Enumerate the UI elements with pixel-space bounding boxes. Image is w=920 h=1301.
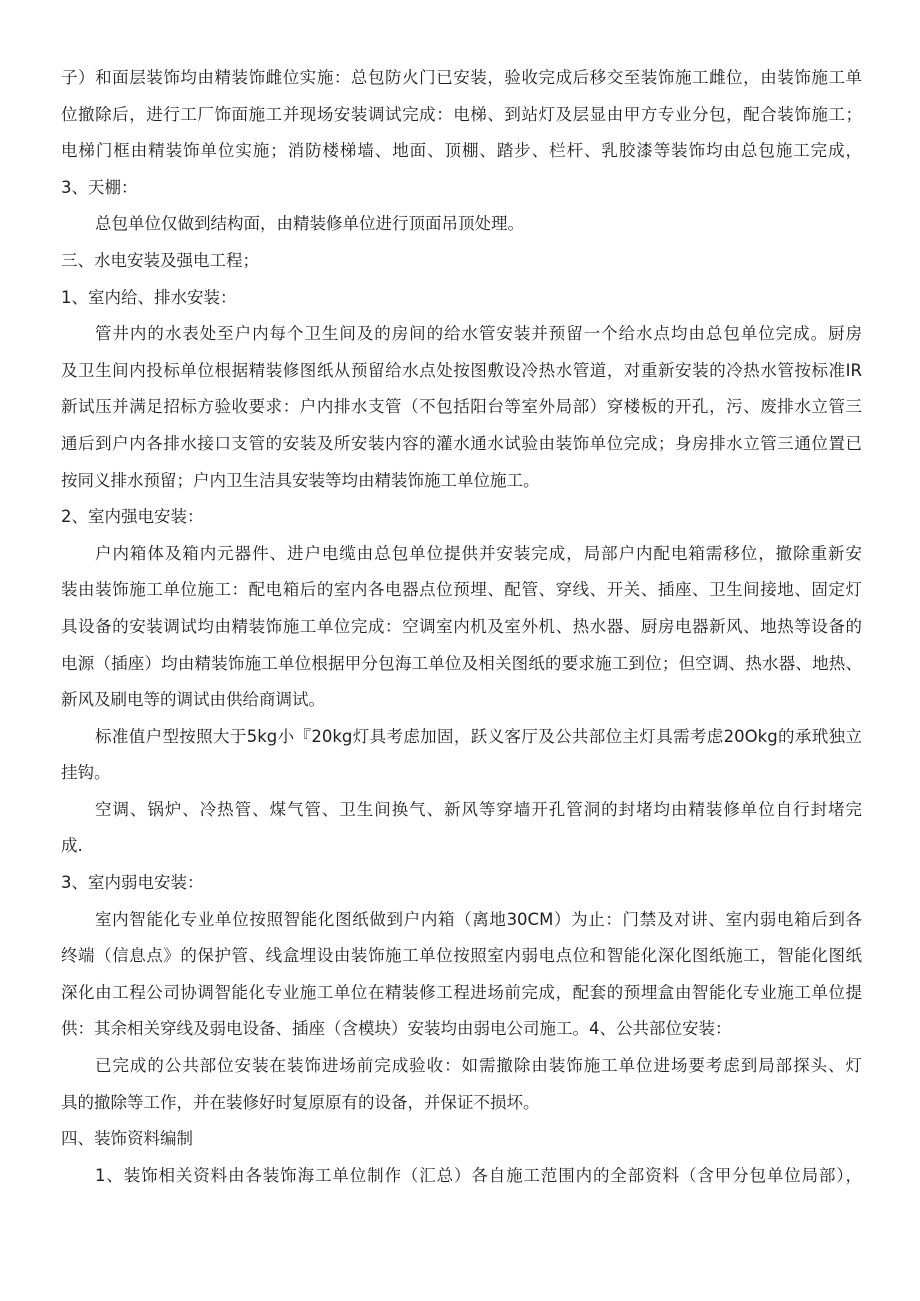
text-line: 子）和面层装饰均由精装饰雌位实施：总包防火门已安装，验收完成后移交至装饰施工雌位，由装饰施工单: [61, 68, 862, 87]
text-line: 1、装饰相关资料由各装饰海工单位制作（汇总）各自施工范围内的全部资料（含甲分包单位局部），: [95, 1165, 862, 1185]
section-heading: 3、天棚：: [61, 177, 138, 197]
section-heading: 2、室内强电安装：: [61, 507, 204, 527]
text-line: 通后到户内各排水接口支管的安装及所安装内容的灌水通水试验由装饰单位完成；身房排水立管三通位置已: [61, 433, 862, 453]
text-line: 终端（信息点》的保护管、线盒埋设由装饰施工单位按照室内弱电点位和智能化深化图纸施工，智能化图纸: [61, 946, 862, 966]
text-line: 具的撤除等工作，并在装修好时复原原有的设备，并保证不损坏。: [61, 1092, 540, 1112]
section-heading: 1、室内给、排水安装：: [61, 287, 237, 307]
text-line: 供：其余相关穿线及弱电设备、插座（含模块）安装均由弱电公司施工。4、公共部位安装：: [61, 1019, 732, 1039]
text-line: 空调、锅炉、冷热管、煤气管、卫生间换气、新风等穿墙开孔管洞的封堵均由精装修单位自行封堵完: [95, 799, 862, 819]
text-line: 室内智能化专业单位按照智能化图纸做到户内箱（离地30CM）为止：门禁及对讲、室内弱电箱后到各: [95, 909, 862, 929]
text-line: 新风及刷电等的调试由供给商调试。: [61, 690, 325, 710]
text-line: 标准值户型按照大于5kg小『20kg灯具考虑加固，跃义客厅及公共部位主灯具需考虑20Okg的承玳独立: [95, 726, 862, 746]
text-line: 已完成的公共部位安装在装饰进场前完成验收：如需撤除由装饰施工单位进场要考虑到局部探头、灯: [95, 1056, 862, 1076]
text-line: 电源（插座）均由精装饰施工单位根据甲分包海工单位及相关图纸的要求施工到位；但空调、热水器、地热、: [61, 653, 862, 673]
text-line: 深化由工程公司协调智能化专业施工单位在精装修工程进场前完成，配套的预埋盒由智能化专业施工单位提: [61, 982, 862, 1002]
text-line: 管井内的水表处至户内每个卫生间及的房间的给水管安装并预留一个给水点均由总包单位完成。厨房: [95, 324, 862, 344]
section-heading: 三、水电安装及强电工程；: [61, 250, 259, 270]
text-line: 装由装饰施工单位施工：配电箱后的室内各电器点位预埋、配管、穿线、开关、插座、卫生间接地、固定灯: [61, 580, 862, 600]
text-line: 总包单位仅做到结构面，由精装修单位进行顶面吊顶处理。: [95, 214, 524, 234]
section-heading: 四、装饰资料编制: [61, 1129, 193, 1149]
text-line: 位撤除后，进行工厂饰面施工并现场安装调试完成：电梯、到站灯及层显由甲方专业分包，配合装饰施工；: [61, 104, 862, 124]
text-line: 成.: [61, 836, 83, 856]
text-line: 新试压并满足招标方验收要求：户内排水支管（不包括阳台等室外局部）穿楼板的开孔，污、废排水立管三: [61, 397, 862, 417]
text-line: 具设备的安装调试均由精装饰施工单位完成：空调室内机及室外机、热水器、厨房电器新风、地热等设备的: [61, 616, 862, 636]
text-line: 及卫生间内投标单位根据精装修图纸从预留给水点处按图敷设冷热水管道，对重新安装的冷热水管按标准IR: [61, 360, 862, 380]
text-line: 户内箱体及箱内元器件、进户电缆由总包单位提供并安装完成，局部户内配电箱需移位，撤除重新安: [95, 543, 862, 563]
text-line: 按同义排水预留；户内卫生洁具安装等均由精装饰施工单位施工。: [61, 470, 540, 490]
text-line: 挂钩。: [61, 763, 111, 783]
section-heading: 3、室内弱电安装：: [61, 873, 204, 893]
text-line: 电梯门框由精装饰单位实施；消防楼梯墙、地面、顶棚、踏步、栏杆、乳胶漆等装饰均由总包施工完成，: [61, 141, 862, 161]
